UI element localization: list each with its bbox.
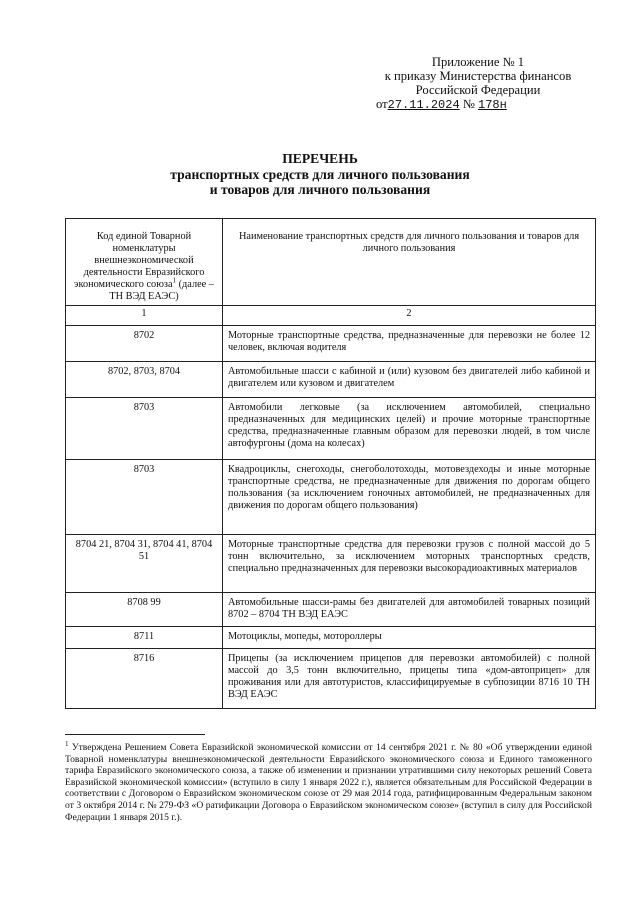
- appendix-ministry: Российской Федерации: [415, 83, 541, 97]
- row-desc: Автомобили легковые (за исключением автомобилей, специально предназначенных для медицинских целей) и прочие моторные транспортные средства, предназначенные главным образом для перевозки людей, в том числе автофургоны (дома на колесах): [223, 398, 596, 460]
- appendix-header: [358, 55, 598, 112]
- table-row: [66, 362, 596, 398]
- header-desc-cell: Наименование транспортных средств для личного пользования и товаров для личного пользования: [223, 219, 596, 306]
- header-footnote-mark: 1: [172, 276, 177, 285]
- footnote-separator: [65, 734, 205, 735]
- header-code-text: Код единой Товарной номенклатуры внешнеэкономической деятельности Евразийского экономического союза: [74, 231, 205, 290]
- row-desc: Автомобильные шасси с кабиной и (или) кузовом без двигателей либо кабиной и двигателем или кузовом и двигателем: [223, 362, 596, 398]
- row-code: 8711: [66, 627, 223, 649]
- appendix-order: к приказу Министерства финансов: [384, 69, 572, 83]
- title-line-2: транспортных средств для личного пользования: [170, 166, 470, 182]
- column-number-row: [66, 306, 596, 326]
- row-code: 8716: [66, 649, 223, 709]
- row-code: 8702, 8703, 8704: [66, 362, 223, 398]
- table-row: [66, 326, 596, 362]
- order-date: 27.11.2024: [387, 98, 460, 112]
- row-code: 8704 21, 8704 31, 8704 41, 8704 51: [66, 535, 223, 593]
- row-code: 8702: [66, 326, 223, 362]
- row-desc: Автомобильные шасси-рамы без двигателей для автомобилей товарных позиций 8702 – 8704 ТН ВЭД ЕАЭС: [223, 593, 596, 627]
- table-row: [66, 593, 596, 627]
- table-row: [66, 398, 596, 460]
- table-row: [66, 627, 596, 649]
- appendix-title: Приложение № 1: [431, 55, 525, 69]
- order-number: 178н: [478, 98, 507, 112]
- title-line-1: ПЕРЕЧЕНЬ: [282, 151, 358, 166]
- footnote-text: Утверждена Решением Совета Евразийской экономической комиссии от 14 сентября 2021 г. № 80 «Об утверждении единой Товарной номенклатуры внешнеэкономической деятельности Евразийского экономического союза и Единого таможенного тарифа Евразийского экономического союза, а также об изменении и признании утратившими силу некоторых решений Совета Евразийской экономической комиссии» (вступило в силу 1 января 2022 г.), является обязательным для Российской Федерации в соответствии с Договором о Евразийском экономическом союзе от 29 мая 2014 года, ратифицированным Федеральным законом от 3 октября 2014 г. № 279-ФЗ «О ратификации Договора о Евразийском экономическом союзе» (вступил в силу для Российской Федерации 1 января 2015 г.).: [65, 742, 592, 823]
- row-code: 8708 99: [66, 593, 223, 627]
- from-label: от: [376, 97, 388, 111]
- header-code-tail: (далее – ТН ВЭД ЕАЭС): [109, 279, 214, 302]
- column-number-1: 1: [66, 306, 223, 326]
- table-row: [66, 535, 596, 593]
- footnote-mark: 1: [65, 739, 69, 748]
- table-row: [66, 649, 596, 709]
- number-label: №: [462, 97, 475, 111]
- table-header-row: [66, 219, 596, 306]
- title-line-3: и товаров для личного пользования: [209, 182, 431, 197]
- row-desc: Мотоциклы, мопеды, мотороллеры: [223, 627, 596, 649]
- table-row: [66, 460, 596, 535]
- document-title: [0, 151, 640, 198]
- row-desc: Квадроциклы, снегоходы, снегоболотоходы, мотовездеходы и иные моторные транспортные средства, не предназначенные для движения по дорогам общего пользования (за исключением гоночных автомобилей, не предназначенных для движения по дорогам общего пользования): [223, 460, 596, 535]
- row-code: 8703: [66, 398, 223, 460]
- vehicle-list-table: [65, 218, 596, 709]
- column-number-2: 2: [223, 306, 596, 326]
- row-desc: Прицепы (за исключением прицепов для перевозки автомобилей) с полной массой до 3,5 тонн включительно, прицепы типа «дом-автоприцеп» для проживания или для автотуристов, классифицируемые в субпозиции 8716 10 ТН ВЭД ЕАЭС: [223, 649, 596, 709]
- row-desc: Моторные транспортные средства, предназначенные для перевозки не более 12 человек, включая водителя: [223, 326, 596, 362]
- row-code: 8703: [66, 460, 223, 535]
- footnote: [65, 739, 592, 823]
- row-desc: Моторные транспортные средства для перевозки грузов с полной массой до 5 тонн включительно, за исключением моторных транспортных средств, специально предназначенных для перевозки высокорадиоактивных материалов: [223, 535, 596, 593]
- header-code-cell: [66, 219, 223, 306]
- appendix-date-number: [376, 97, 598, 112]
